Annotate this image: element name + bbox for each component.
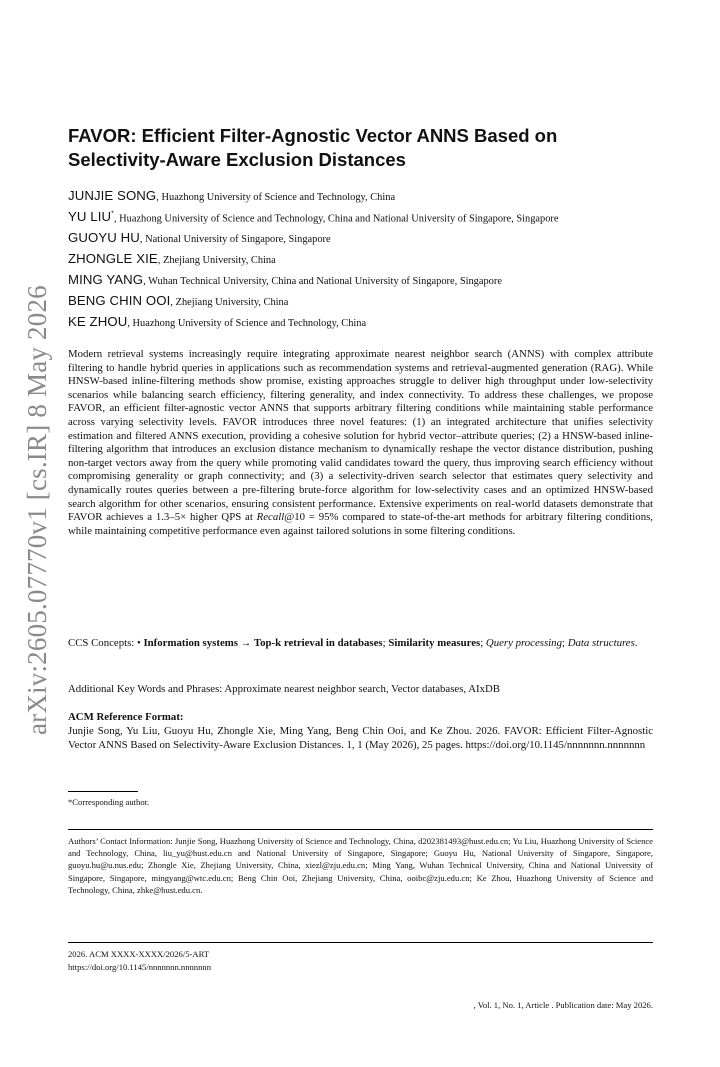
authors-contact-information: Authors’ Contact Information: Junjie Song, Huazhong University of Science and Technology, China, d202381493@hust.edu.cn; Yu Liu, Huazhong University of Science and Technology, China, liu_yu@hust.edu.cn and National University of Singapore, Singapore; Guoyu Hu, National University of Singapore, Singapore, guoyu.hu@u.nus.edu; Zhongle Xie, Zhejiang University, China, xiezl@zju.edu.cn; Ming Yang, Wuhan Technical University, China and National University of Singapore, Singapore, mingyang@wtc.edu.cn; Beng Chin Ooi, Zhejiang University, China, ooibc@zju.edu.cn; Ke Zhou, Huazhong University of Science and Technology, China, zhke@hust.edu.cn. — [68, 836, 653, 895]
publication-line: 2026. ACM XXXX-XXXX/2026/5-ART — [68, 949, 210, 959]
paper-title: FAVOR: Efficient Filter-Agnostic Vector ANNS Based on Selectivity-Aware Exclusion Distances — [68, 125, 558, 170]
author-entry — [68, 291, 653, 312]
acm-reference-heading: ACM Reference Format: — [68, 711, 184, 723]
author-affiliation: , Huazhong University of Science and Technology, China and National University of Singapore, Singapore — [113, 213, 559, 225]
author-affiliation: , National University of Singapore, Singapore — [139, 234, 331, 246]
author-affiliation: , Wuhan Technical University, China and National University of Singapore, Singapore — [143, 276, 502, 288]
author-affiliation: , Huazhong University of Science and Technology, China — [127, 318, 367, 330]
publication-info — [68, 948, 211, 973]
corresponding-author-mark: * — [111, 211, 114, 218]
ccs-concepts: CCS Concepts: • Information systems → Top-k retrieval in databases; Similarity measures; Query processing; Data structures. — [68, 637, 638, 649]
acm-reference-text: Junjie Song, Yu Liu, Guoyu Hu, Zhongle Xie, Ming Yang, Beng Chin Ooi, and Ke Zhou. 2026. FAVOR: Efficient Filter-Agnostic Vector ANNS Based on Selectivity-Aware Exclusion Distances. 1, 1 (May 2026), 25 pages. https://doi.org/10.1145/nnnnnnn.nnnnnnn — [68, 725, 653, 751]
footnote-divider — [68, 791, 138, 792]
author-entry — [68, 312, 653, 333]
author-entry — [68, 207, 653, 226]
arxiv-identifier-stamp: arXiv:2605.07770v1 [cs.IR] 8 May 2026 — [22, 285, 52, 735]
author-name: JUNJIE SONG — [68, 188, 157, 203]
author-list — [68, 186, 653, 333]
author-entry — [68, 270, 653, 291]
author-name: ZHONGLE XIE — [68, 251, 158, 267]
recall-term: Recall — [256, 511, 285, 524]
author-name: BENG CHIN OOI — [68, 293, 171, 309]
acm-reference-format — [68, 710, 653, 752]
author-affiliation: , Huazhong University of Science and Technology, China — [156, 192, 396, 203]
author-entry — [68, 228, 653, 249]
publication-divider — [68, 942, 653, 943]
ccs-concept: Query processing — [485, 637, 562, 649]
author-affiliation: , Zhejiang University, China — [170, 297, 289, 309]
running-footer: , Vol. 1, No. 1, Article . Publication date: May 2026. — [473, 1000, 653, 1010]
author-affiliation: , Zhejiang University, China — [157, 255, 276, 267]
abstract: Modern retrieval systems increasingly require integrating approximate nearest neighbor search (ANNS) with complex attribute filtering to handle hybrid queries in applications such as recommendation systems and retrieval-augmented generation (RAG). While HNSW-based inline-filtering methods show promise, existing approaches struggle to deliver high throughput under low-selectivity scenarios while balancing search efficiency, filtering generality, and index connectivity. To address these challenges, we propose FAVOR, an efficient filter-agnostic vector ANNS that supports arbitrary filtering conditions while maintaining stable performance across varying selectivity levels. FAVOR introduces three novel features: (1) an integrated architecture that unifies selectivity estimation and filtered ANNS execution, providing a cohesive solution for hybrid vector–attribute queries; (2) a HNSW-based inline-filtering algorithm that introduces an exclusion distance mechanism to dynamically reshape the vector distance distribution, pushing non-target vectors away from the query while promoting valid candidates toward the query, thus improving search efficiency without compromising generality or graph connectivity; and (3) a selectivity-driven search selector that estimates query selectivity and dynamically routes queries between a pre-filtering brute-force algorithm for low-selectivity cases and an optimized HNSW-based search algorithm for other scenarios, ensuring consistent performance. Extensive experiments on real-world datasets demonstrate that FAVOR achieves a 1.3–5× higher QPS at Recall@10 = 95% compared to state-of-the-art methods for arbitrary filtering conditions, while maintaining competitive performance even against tailored solutions in some filtering conditions. — [68, 348, 653, 537]
additional-keywords: Additional Key Words and Phrases: Approximate nearest neighbor search, Vector databases, AIxDB — [68, 683, 501, 695]
ccs-concept: Information systems → Top-k retrieval in databases — [143, 637, 383, 649]
ccs-concept: Data structures — [567, 637, 635, 649]
author-name: KE ZHOU — [68, 314, 128, 330]
contact-divider — [68, 829, 653, 830]
author-name: MING YANG — [68, 272, 144, 288]
doi-line: https://doi.org/10.1145/nnnnnnn.nnnnnnn — [68, 961, 211, 972]
author-entry — [68, 186, 653, 207]
ccs-concept: Similarity measures — [388, 637, 481, 649]
corresponding-author-footnote: *Corresponding author. — [68, 797, 150, 807]
author-name: YU LIU* — [68, 209, 114, 225]
author-entry — [68, 249, 653, 270]
author-name: GUOYU HU — [68, 230, 140, 246]
